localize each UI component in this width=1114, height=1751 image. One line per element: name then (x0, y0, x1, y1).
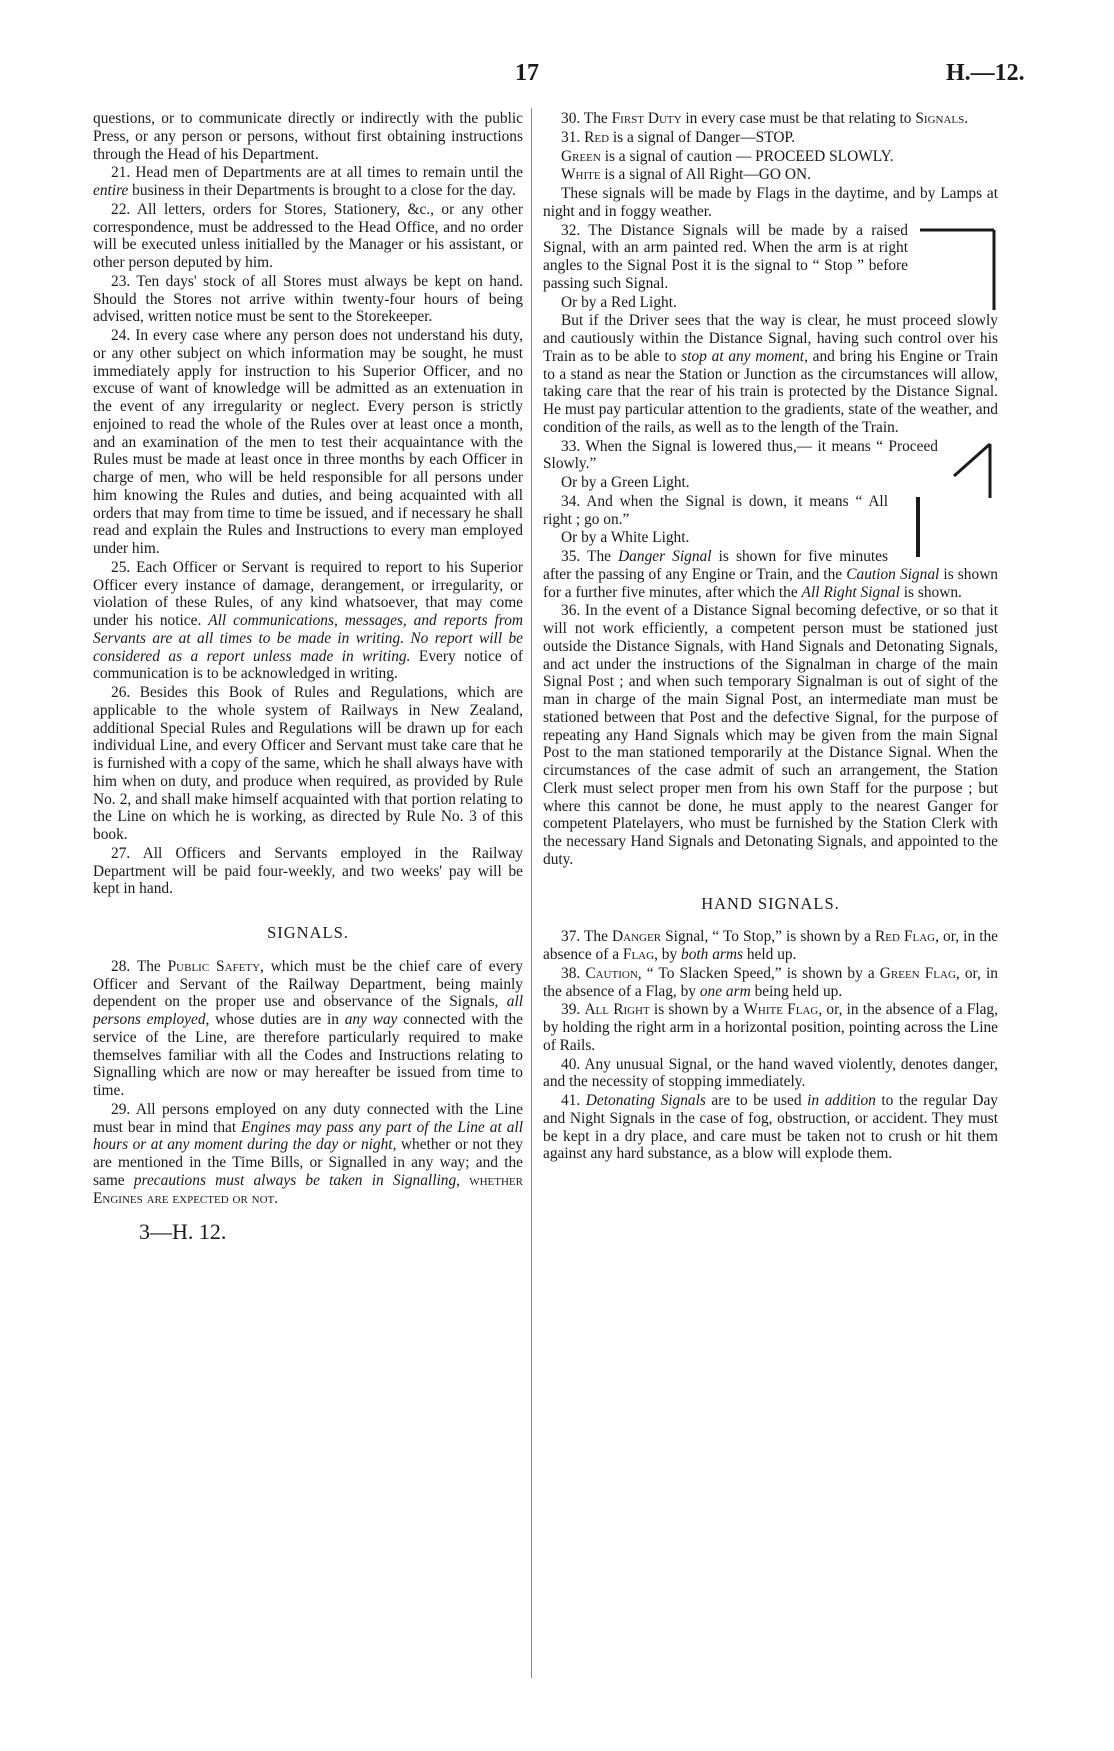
rule-36: 36. In the event of a Distance Signal becoming defective, or so that it will not work efficiently, a competent person must be stationed just outside the Distance Signals, with Hand Signals and Detonating Signals, and act under the instructions of the Signalman in charge of the main Signal Post ; and when such temporary Signalman is out of sight of the man in charge of the main Signal Post, an intermediate man must be stationed between that Post and the defective Signal, for the purpose of repeating any Hand Signals which may be given from the main Signal Post to the man stationed temporarily at the Distance Signal. When the circumstances of the case admit of such an arrangement, the Station Clerk must select proper men from his own Staff for the purpose ; but where this cannot be done, he must apply to the nearest Ganger for competent Platelayers, who must be furnished by the Station Clerk with the necessary Hand Signals and Detonating Signals, and appointed to the duty. (543, 602, 998, 868)
column-divider (531, 108, 532, 1678)
driver-instruction: But if the Driver sees that the way is clear, he must proceed slowly and cautiously within the Distance Signal, having such control over his Train as to be able to stop at any moment, and bring his Engine or Train to a stand as near the Station or Junction as the circumstances will allow, taking care that the rear of his train is protected by the Distance Signal. He must pay particular attention to the gradients, state of the weather, and condition of the rails, as well as to the length of the Train. (543, 312, 999, 436)
rule-38: 38. Caution, “ To Slacken Speed,” is shown by a Green Flag, or, in the absence of a Flag, by one arm being held up. (543, 964, 998, 1000)
hand-signals-heading: HAND SIGNALS. (701, 893, 840, 913)
left-column (93, 110, 524, 1245)
rule-22: 22. All letters, orders for Stores, Stationery, &c., or any other correspondence, must be addressed to the Head Office, and no order will be executed unless initialled by the Manager or his assistant, or other person deputed by him. (93, 200, 523, 271)
rule-23: 23. Ten days' stock of all Stores must always be kept on hand. Should the Stores not arrive within twenty-four hours of being advised, written notice must be sent to the Storekeeper. (93, 272, 523, 326)
rule-37: 37. The Danger Signal, “ To Stop,” is shown by a Red Flag, or, in the absence of a Flag, by both arms held up. (543, 928, 999, 963)
rule-27: 27. All Officers and Servants employed in the Railway Department will be paid four-weekly, and two weeks' pay will be kept in hand. (93, 844, 523, 898)
rule-21: 21. Head men of Departments are at all times to remain until the entire business in their Departments is brought to a close for the day. (93, 164, 523, 199)
rule-32: 32. The Distance Signals will be made by a raised Signal, with an arm painted red. When the arm is at right angles to the Signal Post it is the signal to “ Stop ” before passing such Signal. (543, 222, 998, 293)
rule-40: 40. Any unusual Signal, or the hand waved violently, denotes danger, and the necessity of stopping immediately. (543, 1055, 998, 1091)
rule-33: 33. When the Signal is lowered thus,— it means “ Proceed Slowly.” (543, 438, 998, 474)
rule-35: 35. The Danger Signal is shown for five minutes after the passing of any Engine or Train, and the Caution Signal is shown for a further five minutes, after which the All Right Signal is shown. (543, 548, 998, 601)
rule-28: 28. The Public Safety, which must be the chief care of every Officer and Servant of the Railway Department, being mainly dependent on the proper use and observance of the Signals, all persons employed, whose duties are in any way connected with the service of the Line, are therefore particularly required to make themselves familiar with all the Codes and Instructions relating to Signalling which are now or may hereafter be issued from time to time. (93, 957, 523, 1099)
white-signal-line: White is a signal of All Right—GO ON. (561, 166, 811, 184)
rule-41: 41. Detonating Signals are to be used in addition to the regular Day and Night Signals in the case of fog, obstruction, or accident. They must be kept in a dry place, and care must be taken not to crush or hit them against any hard substance, as a blow will explode them. (543, 1092, 998, 1163)
page-number: 17 (515, 60, 539, 86)
paragraph-continuation: questions, or to communicate directly or indirectly with the public Press, or any person or persons, without first obtaining instructions through the Head of his Department. (93, 110, 523, 163)
rule-39: 39. All Right is shown by a White Flag, or, in the absence of a Flag, by holding the right arm in a horizontal position, pointing across the Line of Rails. (543, 1001, 998, 1054)
red-light-line: Or by a Red Light. (561, 293, 677, 311)
signature-mark: 3—H. 12. (139, 1219, 227, 1245)
rule-29: 29. All persons employed on any duty connected with the Line must bear in mind that Engines may pass any part of the Line at all hours or at any moment during the day or night, whether or not they are mentioned in the Time Bills, or Signalled in any way; and the same precautions must always be taken in Signalling, whether Engines are expected or not. (93, 1100, 523, 1207)
right-column (543, 110, 998, 1164)
rule-31: 31. Red is a signal of Danger—STOP. (561, 128, 796, 146)
caution-signal-diagram (948, 438, 998, 500)
green-signal-line: Green is a signal of caution — PROCEED SLOWLY. (561, 147, 894, 165)
rule-26: 26. Besides this Book of Rules and Regulations, which are applicable to the whole system of Railways in New Zealand, additional Special Rules and Regulations will be drawn up for each individual Line, and every Officer and Servant must take care that he is furnished with a copy of the same, which he shall always have with him when on duty, and produce when required, as provided by Rule No. 2, and shall make himself acquainted with that portion relating to the Line on which he is working, as directed by Rule No. 3 of this book. (93, 684, 523, 843)
all-right-signal-diagram (898, 493, 938, 559)
green-light-line: Or by a Green Light. (561, 474, 690, 491)
rule-34: 34. And when the Signal is down, it means “ All right ; go on.” (543, 493, 998, 529)
flags-lamps-note: These signals will be made by Flags in the daytime, and by Lamps at night and in foggy weather. (543, 185, 998, 220)
white-light-line: Or by a White Light. (561, 529, 690, 547)
signals-heading: SIGNALS. (267, 923, 349, 942)
document-code: H.—12. (946, 60, 1025, 86)
rule-30: 30. The First Duty in every case must be that relating to Signals. (561, 110, 969, 127)
rule-25: 25. Each Officer or Servant is required to report to his Superior Officer every instance of damage, derangement, or irregularity, or violation of these Rules, of any kind whatsoever, that may come under his notice. All communications, messages, and reports from Servants are at all times to be made in writing. No report will be considered as a report unless made in writing. Every notice of communication is to be acknowledged in writing. (93, 558, 524, 683)
stop-signal-diagram (918, 222, 998, 312)
rule-24: 24. In every case where any person does not understand his duty, or any other subject on which information may be sought, he must immediately apply for instruction to his Superior Officer, and no excuse of want of knowledge will be admitted as an extenuation in the event of any irregularity or neglect. Every person is strictly enjoined to read the whole of the Rules over at least once a month, and an examination of the men to test their acquaintance with the Rules must be made at least once in three months by each Officer in charge of men, who will be held responsible for all persons under him knowing the Rules and duties, and being acquainted with all orders that may from time to time be issued, and if necessary he shall read and explain the Rules and Instructions to every man employed under him. (93, 327, 523, 557)
